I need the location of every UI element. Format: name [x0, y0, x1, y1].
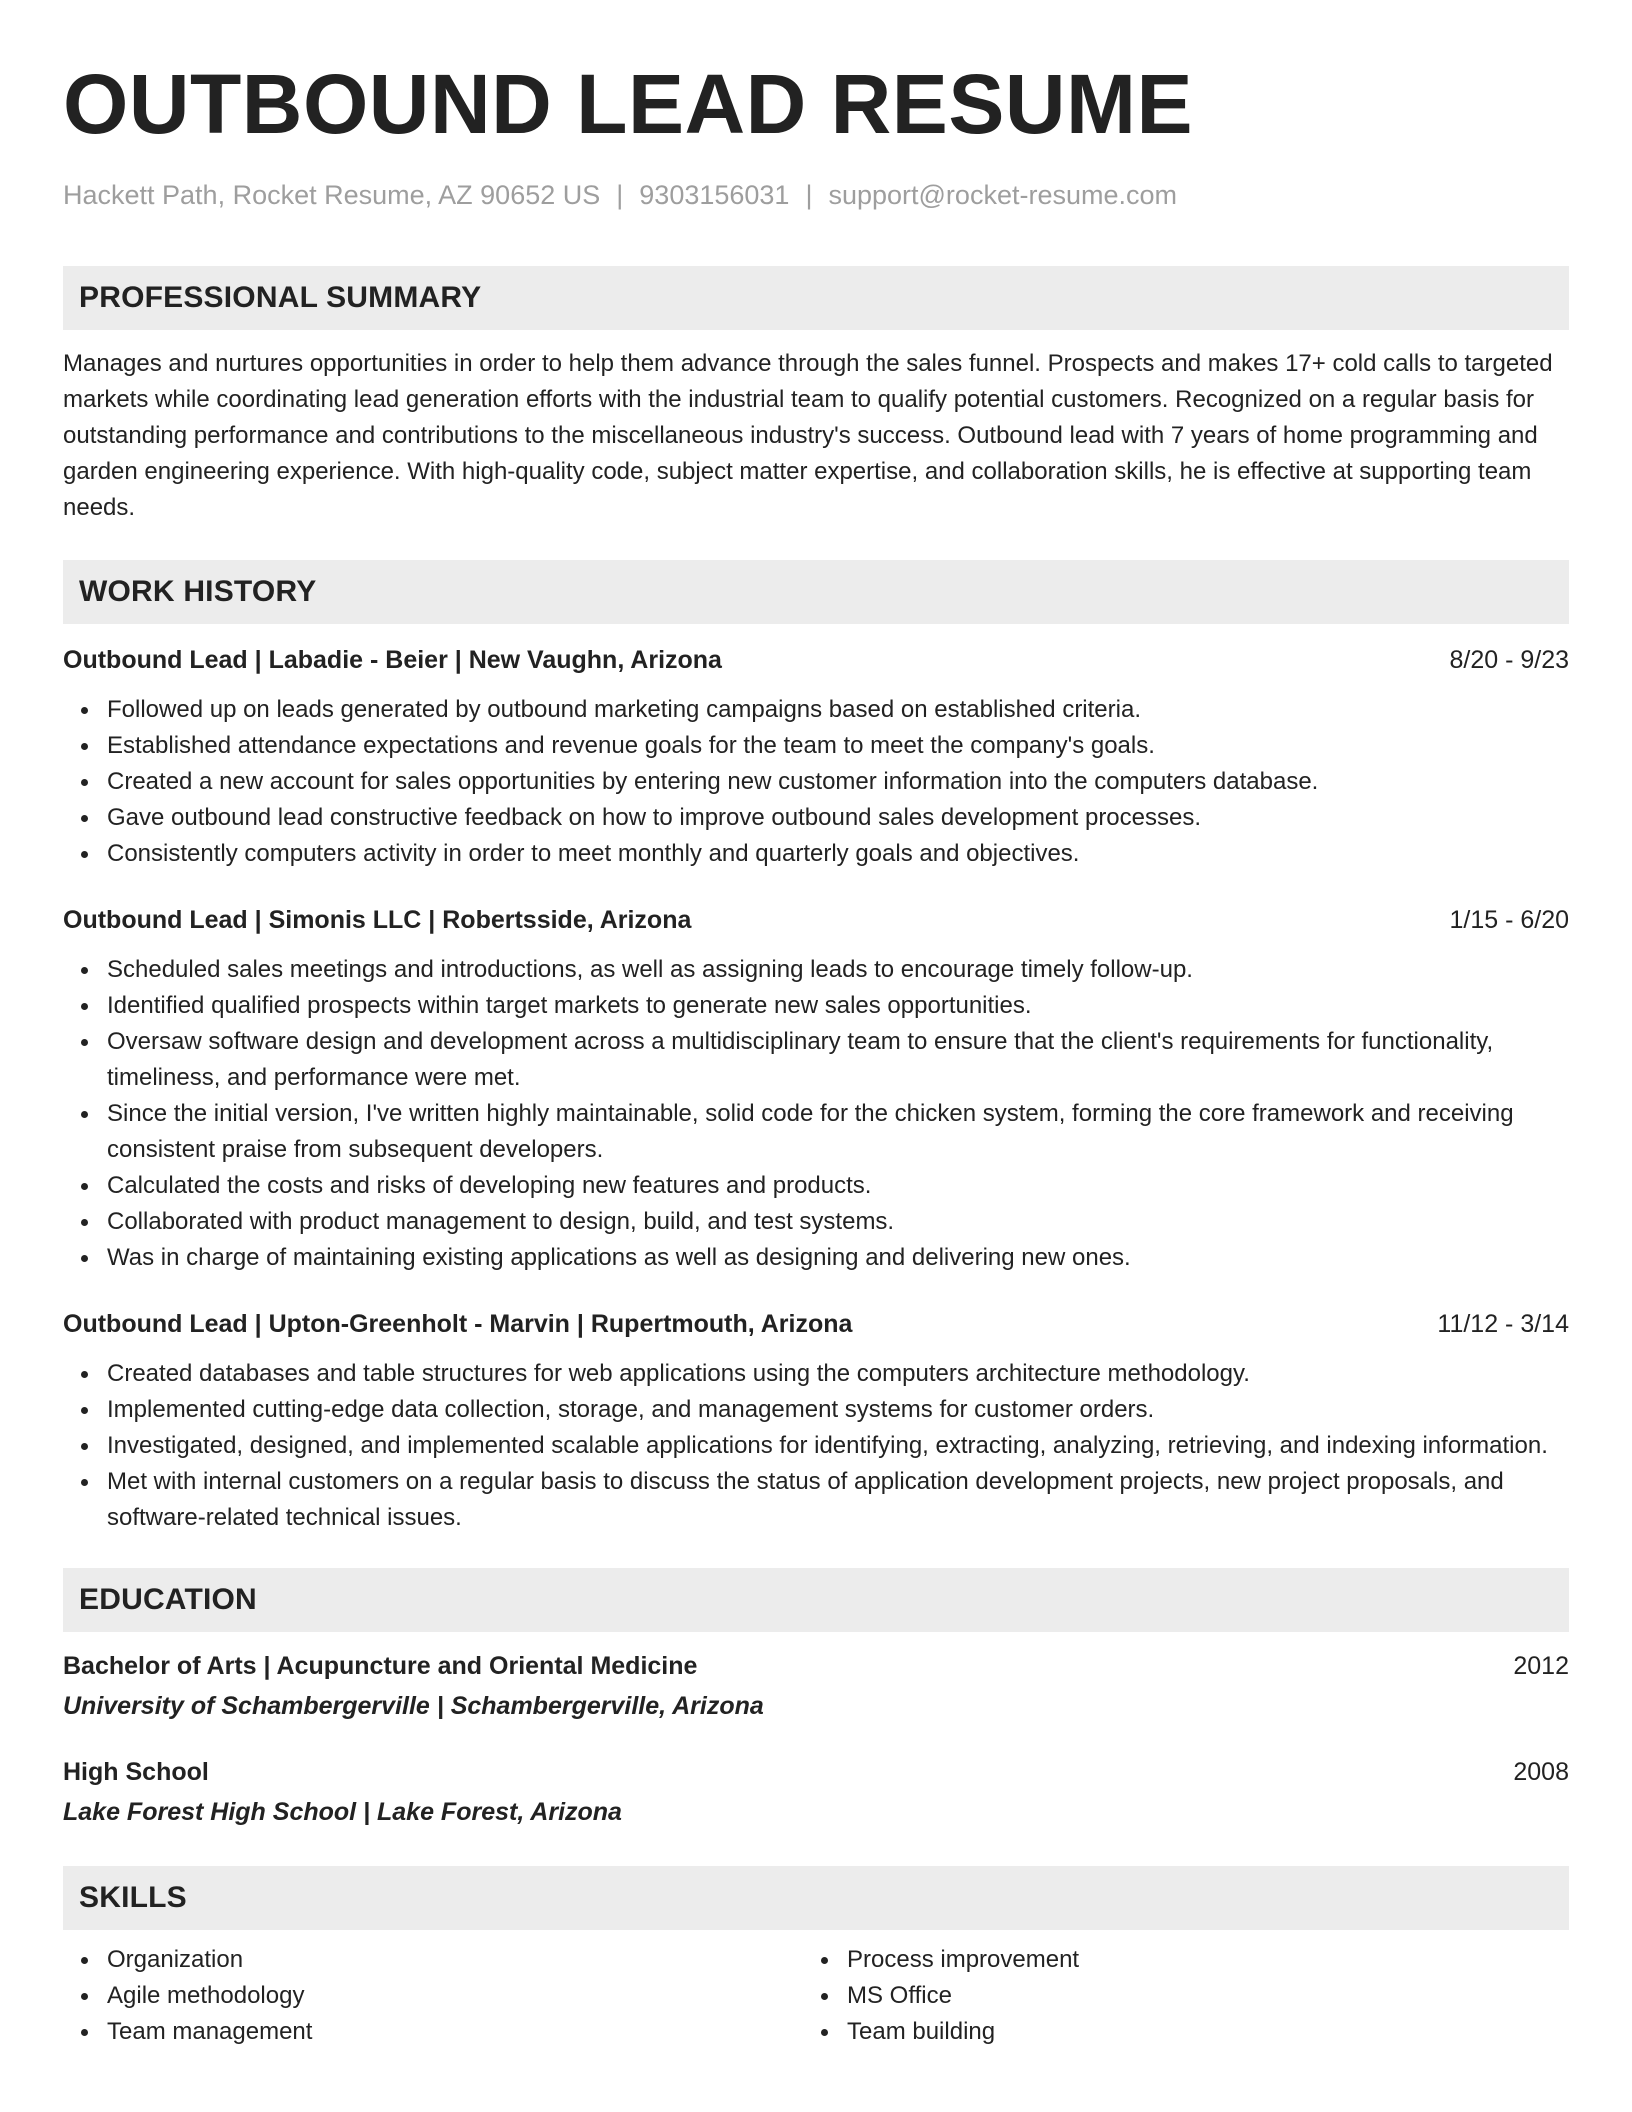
- job-bullet: Followed up on leads generated by outbound marketing campaigns based on established criteria.: [107, 692, 1569, 728]
- section-header-education: EDUCATION: [63, 1568, 1569, 1632]
- job-bullet: Since the initial version, I've written highly maintainable, solid code for the chicken system, forming the core framework and receiving consistent praise from subsequent developers.: [107, 1096, 1569, 1168]
- education-school: Lake Forest High School | Lake Forest, Arizona: [63, 1798, 622, 1826]
- job-bullets: [63, 1356, 1569, 1536]
- skills-list: [63, 1942, 1569, 2050]
- job-bullets: [63, 692, 1569, 872]
- skill-item: Agile methodology: [107, 1978, 803, 2014]
- education-entry: [63, 1648, 1569, 1724]
- skill-item: Team building: [847, 2014, 1543, 2050]
- job-bullet: Implemented cutting-edge data collection, storage, and management systems for customer orders.: [107, 1392, 1569, 1428]
- job-bullet: Was in charge of maintaining existing applications as well as designing and delivering new ones.: [107, 1240, 1569, 1276]
- education-year: 2012: [1513, 1652, 1569, 1680]
- education-header-row: [63, 1648, 1569, 1684]
- contact-separator: |: [616, 180, 624, 210]
- section-header-skills: SKILLS: [63, 1866, 1569, 1930]
- job-title: Outbound Lead | Simonis LLC | Robertsside, Arizona: [63, 906, 692, 934]
- job-entry: [63, 902, 1569, 1276]
- job-date: 11/12 - 3/14: [1437, 1310, 1569, 1338]
- job-entry: [63, 642, 1569, 872]
- job-bullet: Met with internal customers on a regular basis to discuss the status of application development projects, new project proposals, and software-related technical issues.: [107, 1464, 1569, 1536]
- job-bullet: Identified qualified prospects within target markets to generate new sales opportunities.: [107, 988, 1569, 1024]
- job-date: 8/20 - 9/23: [1449, 646, 1569, 674]
- job-bullet: Investigated, designed, and implemented scalable applications for identifying, extracting, analyzing, retrieving, and indexing information.: [107, 1428, 1569, 1464]
- job-bullet: Scheduled sales meetings and introductions, as well as assigning leads to encourage timely follow-up.: [107, 952, 1569, 988]
- skills-column-left: [63, 1942, 803, 2050]
- job-bullet: Established attendance expectations and revenue goals for the team to meet the company's goals.: [107, 728, 1569, 764]
- summary-text: Manages and nurtures opportunities in order to help them advance through the sales funnel. Prospects and makes 17+ cold calls to targeted markets while coordinating lead generation efforts with the industrial team to qualify potential customers. Recognized on a regular basis for outstanding performance and contributions to the miscellaneous industry's success. Outbound lead with 7 years of home programming and garden engineering experience. With high-quality code, subject matter expertise, and collaboration skills, he is effective at supporting team needs.: [63, 350, 1553, 521]
- job-entry: [63, 1306, 1569, 1536]
- job-bullet: Created a new account for sales opportunities by entering new customer information into the computers database.: [107, 764, 1569, 800]
- skills-bullets: [803, 1942, 1543, 2050]
- education-degree: Bachelor of Arts | Acupuncture and Oriental Medicine: [63, 1652, 698, 1680]
- job-bullet: Oversaw software design and development across a multidisciplinary team to ensure that the client's requirements for functionality, timeliness, and performance were met.: [107, 1024, 1569, 1096]
- job-header-row: [63, 1306, 1569, 1342]
- skill-item: Organization: [107, 1942, 803, 1978]
- contact-separator: |: [805, 180, 813, 210]
- job-bullet: Gave outbound lead constructive feedback on how to improve outbound sales development processes.: [107, 800, 1569, 836]
- job-header-row: [63, 902, 1569, 938]
- job-bullet: Calculated the costs and risks of developing new features and products.: [107, 1168, 1569, 1204]
- skills-bullets: [63, 1942, 803, 2050]
- education-year: 2008: [1513, 1758, 1569, 1786]
- job-header-row: [63, 642, 1569, 678]
- job-bullet: Consistently computers activity in order to meet monthly and quarterly goals and objectives.: [107, 836, 1569, 872]
- section-header-work-history: WORK HISTORY: [63, 560, 1569, 624]
- contact-phone: 9303156031: [639, 180, 790, 210]
- skill-item: Team management: [107, 2014, 803, 2050]
- education-entry: [63, 1754, 1569, 1830]
- job-title: Outbound Lead | Upton-Greenholt - Marvin | Rupertmouth, Arizona: [63, 1310, 853, 1338]
- skills-column-right: [803, 1942, 1543, 2050]
- education-school: University of Schambergerville | Schambergerville, Arizona: [63, 1692, 764, 1720]
- job-bullet: Collaborated with product management to design, build, and test systems.: [107, 1204, 1569, 1240]
- job-title: Outbound Lead | Labadie - Beier | New Vaughn, Arizona: [63, 646, 722, 674]
- education-header-row: [63, 1754, 1569, 1790]
- contact-email: support@rocket-resume.com: [828, 180, 1177, 210]
- job-bullets: [63, 952, 1569, 1276]
- section-header-summary: PROFESSIONAL SUMMARY: [63, 266, 1569, 330]
- job-bullet: Created databases and table structures for web applications using the computers architecture methodology.: [107, 1356, 1569, 1392]
- skill-item: Process improvement: [847, 1942, 1543, 1978]
- contact-address: Hackett Path, Rocket Resume, AZ 90652 US: [63, 180, 601, 210]
- education-degree: High School: [63, 1758, 209, 1786]
- job-date: 1/15 - 6/20: [1449, 906, 1569, 934]
- contact-line: [63, 178, 1569, 212]
- resume-title: OUTBOUND LEAD RESUME: [63, 57, 1194, 151]
- skill-item: MS Office: [847, 1978, 1543, 2014]
